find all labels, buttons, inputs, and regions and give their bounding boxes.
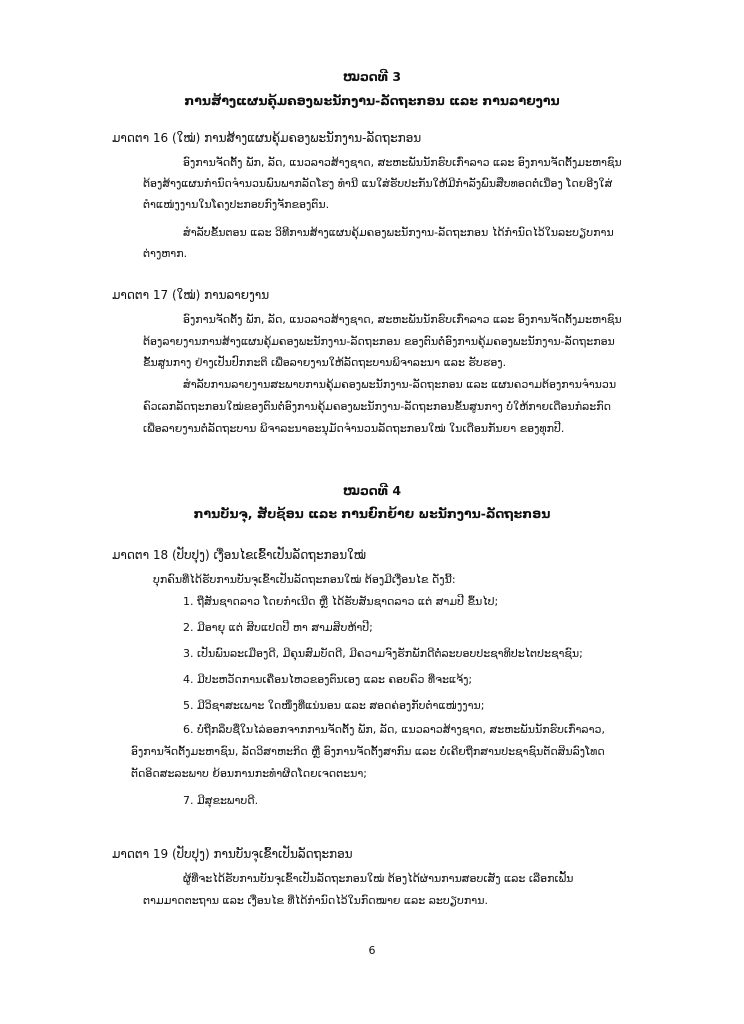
article-17-para1-line2: ຕ້ອງລາຍງານການສ້າງແຜນຄຸ້ມຄອງພະນັກງານ-ລັດຖະກອນ ຂອງຕົນຕໍ່ອົງການຄຸ້ມຄອງພະນັກງານ-ລັດຖະກອນ — [143, 335, 615, 348]
article-17-para2-line2: ຄົວເລກລັດຖະກອນໃໝ່ຂອງຕົນຕໍ່ອົງການຄຸ້ມຄອງພະນັກງານ-ລັດຖະກອນຂັ້ນສູນກາງ ບໍ່ໃຫ້ກາຍເດືອນກໍລະກົດ — [143, 400, 611, 413]
chapter-3-title: ການສ້າງແຜນຄຸ້ມຄອງພະນັກງານ-ລັດຖະກອນ ແລະ ການລາຍງານ — [184, 93, 560, 108]
article-16-para1-line1: ອົງການຈັດຕັ້ງ ພັກ, ລັດ, ແນວລາວສ້າງຊາດ, ສະຫະພັນນັກຮົບເກົ່າລາວ ແລະ ອົງການຈັດຕັ້ງມະຫາຊົນ — [183, 156, 622, 169]
article-18-item-6-line2: ອົງການຈັດຕັ້ງມະຫາຊົນ, ລັດວິສາຫະກິດ ຫຼື ອົງການຈັດຕັ້ງສາກົນ ແລະ ບໍ່ເຄີຍຖືກສານປະຊາຊົນຕັດສິນລົງໂທດ — [131, 745, 605, 758]
article-17-para2-line3: ເພື່ອລາຍງານຕໍ່ລັດຖະບານ ພິຈາລະນາອະນຸມັດຈຳນວນລັດຖະກອນໃໝ່ ໃນເດືອນກັນຍາ ຂອງທຸກປີ. — [143, 422, 565, 435]
article-18-item-5: 5. ມີວິຊາສະເພາະ ໃດໜຶ່ງທີ່ແນ່ນອນ ແລະ ສອດຄ່ອງກັບຕຳແໜ່ງງານ; — [183, 699, 485, 712]
article-17-para2-line1: ສຳລັບການລາຍງານສະພາບການຄຸ້ມຄອງພະນັກງານ-ລັດຖະກອນ ແລະ ແຜນຄວາມຕ້ອງການຈຳນວນ — [183, 378, 617, 391]
article-18-intro: ບຸກຄົນທີ່ໄດ້ຮັບການບັນຈຸເຂົ້າເປັນລັດຖະກອນໃໝ່ ຕ້ອງມີເງື່ອນໄຂ ດັ່ງນີ້: — [153, 573, 456, 586]
article-18-item-4: 4. ມີປະຫວັດການເຄື່ອນໄຫວຂອງຕົນເອງ ແລະ ຄອບຄົວ ທີ່ຈະແຈ້ງ; — [183, 673, 473, 686]
article-17-para1-line3: ຂັ້ນສູນກາງ ຢ່າງເປັນປົກກະຕິ ເພື່ອລາຍງານໃຫ້ລັດຖະບານພິຈາລະນາ ແລະ ຮັບຮອງ. — [143, 356, 507, 369]
article-17-para1-line1: ອົງການຈັດຕັ້ງ ພັກ, ລັດ, ແນວລາວສ້າງຊາດ, ສະຫະພັນນັກຮົບເກົ່າລາວ ແລະ ອົງການຈັດຕັ້ງມະຫາຊົນ — [183, 313, 622, 326]
article-16-para1-line2: ຕ້ອງສ້າງແຜນກຳນົດຈຳນວນພົນພາກລັດໂຮງ ທຳນີ ແນໃສ່ຮັບປະກັນໃຫ້ມີກຳລັງພົນສືບທອດຕໍ່ເນື່ອງ ໂດຍອີງໃສ່ — [143, 177, 613, 190]
article-16-para1-line3: ຕຳແໜ່ງງານໃນໂຄງປະກອບກົງຈັກຂອງຕົນ. — [143, 198, 330, 211]
article-17-heading: ມາດຕາ 17 (ໃໝ່) ການລາຍງານ — [112, 288, 270, 302]
article-19-heading: ມາດຕາ 19 (ປັບປຸງ) ການບັນຈຸເຂົ້າເປັນລັດຖະກອນ — [112, 847, 353, 861]
article-19-para1-line2: ຕາມມາດຕະຖານ ແລະ ເງື່ອນໄຂ ທີ່ໄດ້ກຳນົດໄວ້ໃນກົດໝາຍ ແລະ ລະບຽບການ. — [143, 894, 488, 907]
chapter-4-title: ການບັນຈຸ, ສັບຊ້ອນ ແລະ ການຍົກຍ້າຍ ພະນັກງານ-ລັດຖະກອນ — [193, 506, 551, 521]
page-number: 6 — [368, 944, 376, 957]
article-16-heading: ມາດຕາ 16 (ໃໝ່) ການສ້າງແຜນຄຸ້ມຄອງພະນັກງານ-ລັດຖະກອນ — [112, 131, 422, 145]
article-16-para2-line2: ຕ່າງຫາກ. — [143, 247, 188, 260]
article-19-para1-line1: ຜູ້ທີ່ຈະໄດ້ຮັບການບັນຈຸເຂົ້າເປັນລັດຖະກອນໃໝ່ ຕ້ອງໄດ້ຜ່ານການສອບເສັງ ແລະ ເລືອກເຟັ້ນ — [183, 872, 574, 885]
article-18-item-1: 1. ຖືສັນຊາດລາວ ໂດຍກຳເນີດ ຫຼື ໄດ້ຮັບສັນຊາດລາວ ແຕ່ ສາມປີ ຂຶ້ນໄປ; — [183, 595, 499, 608]
article-18-item-2: 2. ມີອາຍຸ ແຕ່ ສິບແປດປີ ຫາ ສາມສິບຫ້າປີ; — [183, 621, 373, 634]
article-18-item-6-line3: ຕັດອິດສະລະພາບ ຍ້ອນການກະທຳຜິດໂດຍເຈດຕະນາ; — [131, 767, 368, 780]
chapter-4-heading: ໝວດທີ 4 — [342, 483, 402, 498]
article-16-para2-line1: ສຳລັບຂັ້ນຕອນ ແລະ ວິທີການສ້າງແຜນຄຸ້ມຄອງພະນັກງານ-ລັດຖະກອນ ໄດ້ກຳນົດໄວ້ໃນລະບຽບການ — [183, 226, 614, 239]
article-18-heading: ມາດຕາ 18 (ປັບປຸງ) ເງື່ອນໄຂເຂົ້າເປັນລັດຖະກອນໃໝ່ — [112, 548, 367, 562]
article-18-item-7: 7. ມີສຸຂະພາບດີ. — [183, 794, 259, 807]
chapter-3-heading: ໝວດທີ 3 — [342, 69, 402, 84]
article-18-item-6-line1: 6. ບໍ່ຖືກລຶບຊື່ໃນໄລ່ອອກຈາກການຈັດຕັ້ງ ພັກ, ລັດ, ແນວລາວສ້າງຊາດ, ສະຫະພັນນັກຮົບເກົ່າລາວ, — [183, 723, 605, 736]
article-18-item-3: 3. ເປັນພົນລະເມືອງດີ, ມີຄຸນສົມບັດດີ, ມີຄວາມຈົງຮັກພັກດີຕໍ່ລະບອບປະຊາທິປະໄຕປະຊາຊົນ; — [183, 647, 583, 660]
